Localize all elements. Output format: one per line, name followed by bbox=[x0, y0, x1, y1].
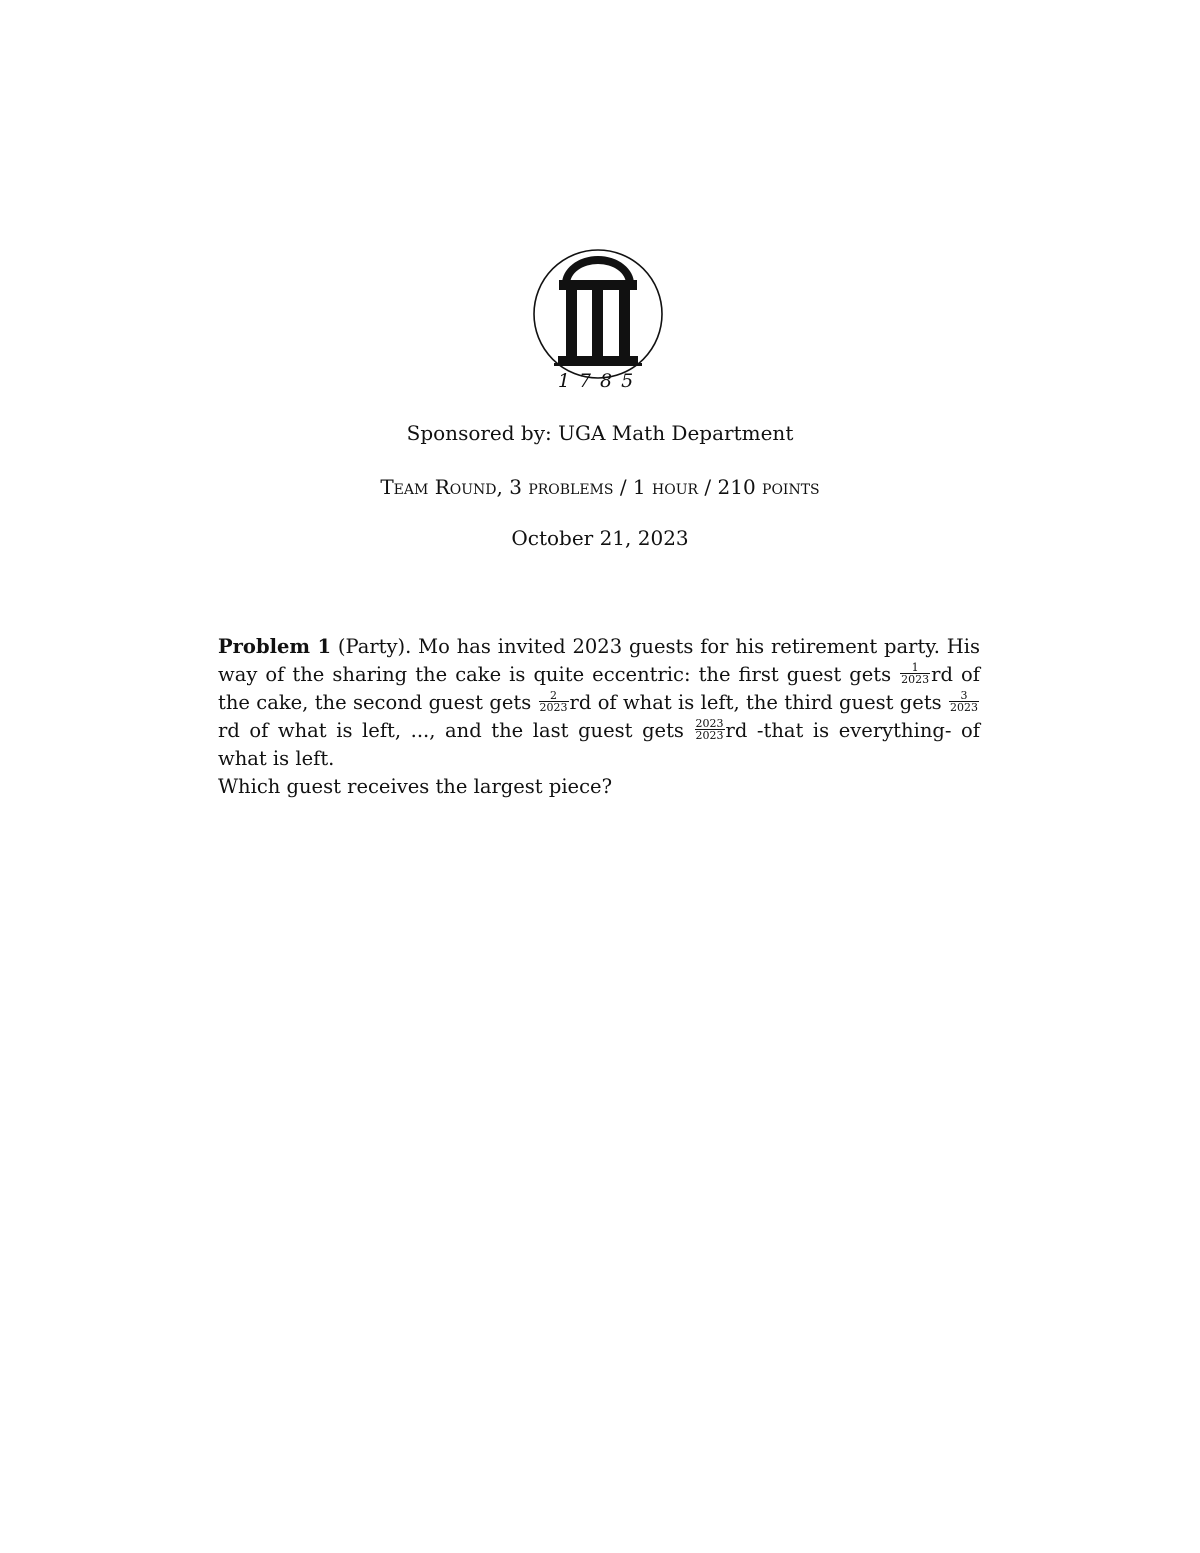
fraction-numerator: 3 bbox=[949, 690, 979, 702]
fraction-denominator: 2023 bbox=[539, 701, 568, 714]
problem-text: Mo has invited 2023 guests for his retirement party. His way of the sharing the cake is quite eccentric: the first guest gets bbox=[218, 635, 981, 686]
fraction-3 bbox=[949, 690, 979, 713]
problem-topic: (Party). bbox=[337, 635, 412, 658]
fraction-numerator: 2 bbox=[539, 690, 569, 702]
fraction-denominator: 2023 bbox=[950, 701, 978, 714]
problem-1 bbox=[218, 633, 980, 801]
logo-column-right bbox=[619, 290, 630, 356]
fraction-denominator: 2023 bbox=[901, 673, 930, 686]
fraction-4 bbox=[695, 718, 725, 741]
logo-step bbox=[554, 363, 642, 366]
logo-year: 1785 bbox=[557, 370, 643, 392]
problem-question: Which guest receives the largest piece? bbox=[218, 775, 613, 798]
fraction-numerator: 2023 bbox=[695, 717, 724, 730]
fraction-1 bbox=[900, 662, 930, 685]
logo-column-left bbox=[566, 290, 577, 356]
logo-entablature bbox=[559, 280, 637, 290]
problem-heading: Problem 1 bbox=[218, 635, 332, 658]
problem-text: rd of what is left, the third guest gets bbox=[569, 691, 948, 714]
problem-statement bbox=[218, 633, 980, 773]
problem-text: rd of what is left, ..., and the last guest gets bbox=[218, 719, 694, 742]
round-info: Team Round, 3 problems / 1 hour / 210 points bbox=[380, 475, 820, 499]
fraction-2 bbox=[539, 690, 569, 713]
problem-text: rd -that is everything- of what is left. bbox=[218, 719, 980, 770]
sponsor-line: Sponsored by: UGA Math Department bbox=[406, 421, 794, 445]
problem-text: rd of the cake, the second guest gets bbox=[218, 663, 980, 714]
fraction-denominator: 2023 bbox=[695, 729, 724, 742]
logo-arch bbox=[562, 256, 634, 284]
fraction-numerator: 1 bbox=[900, 662, 930, 674]
event-date: October 21, 2023 bbox=[511, 526, 689, 550]
logo-column-center bbox=[592, 290, 603, 356]
